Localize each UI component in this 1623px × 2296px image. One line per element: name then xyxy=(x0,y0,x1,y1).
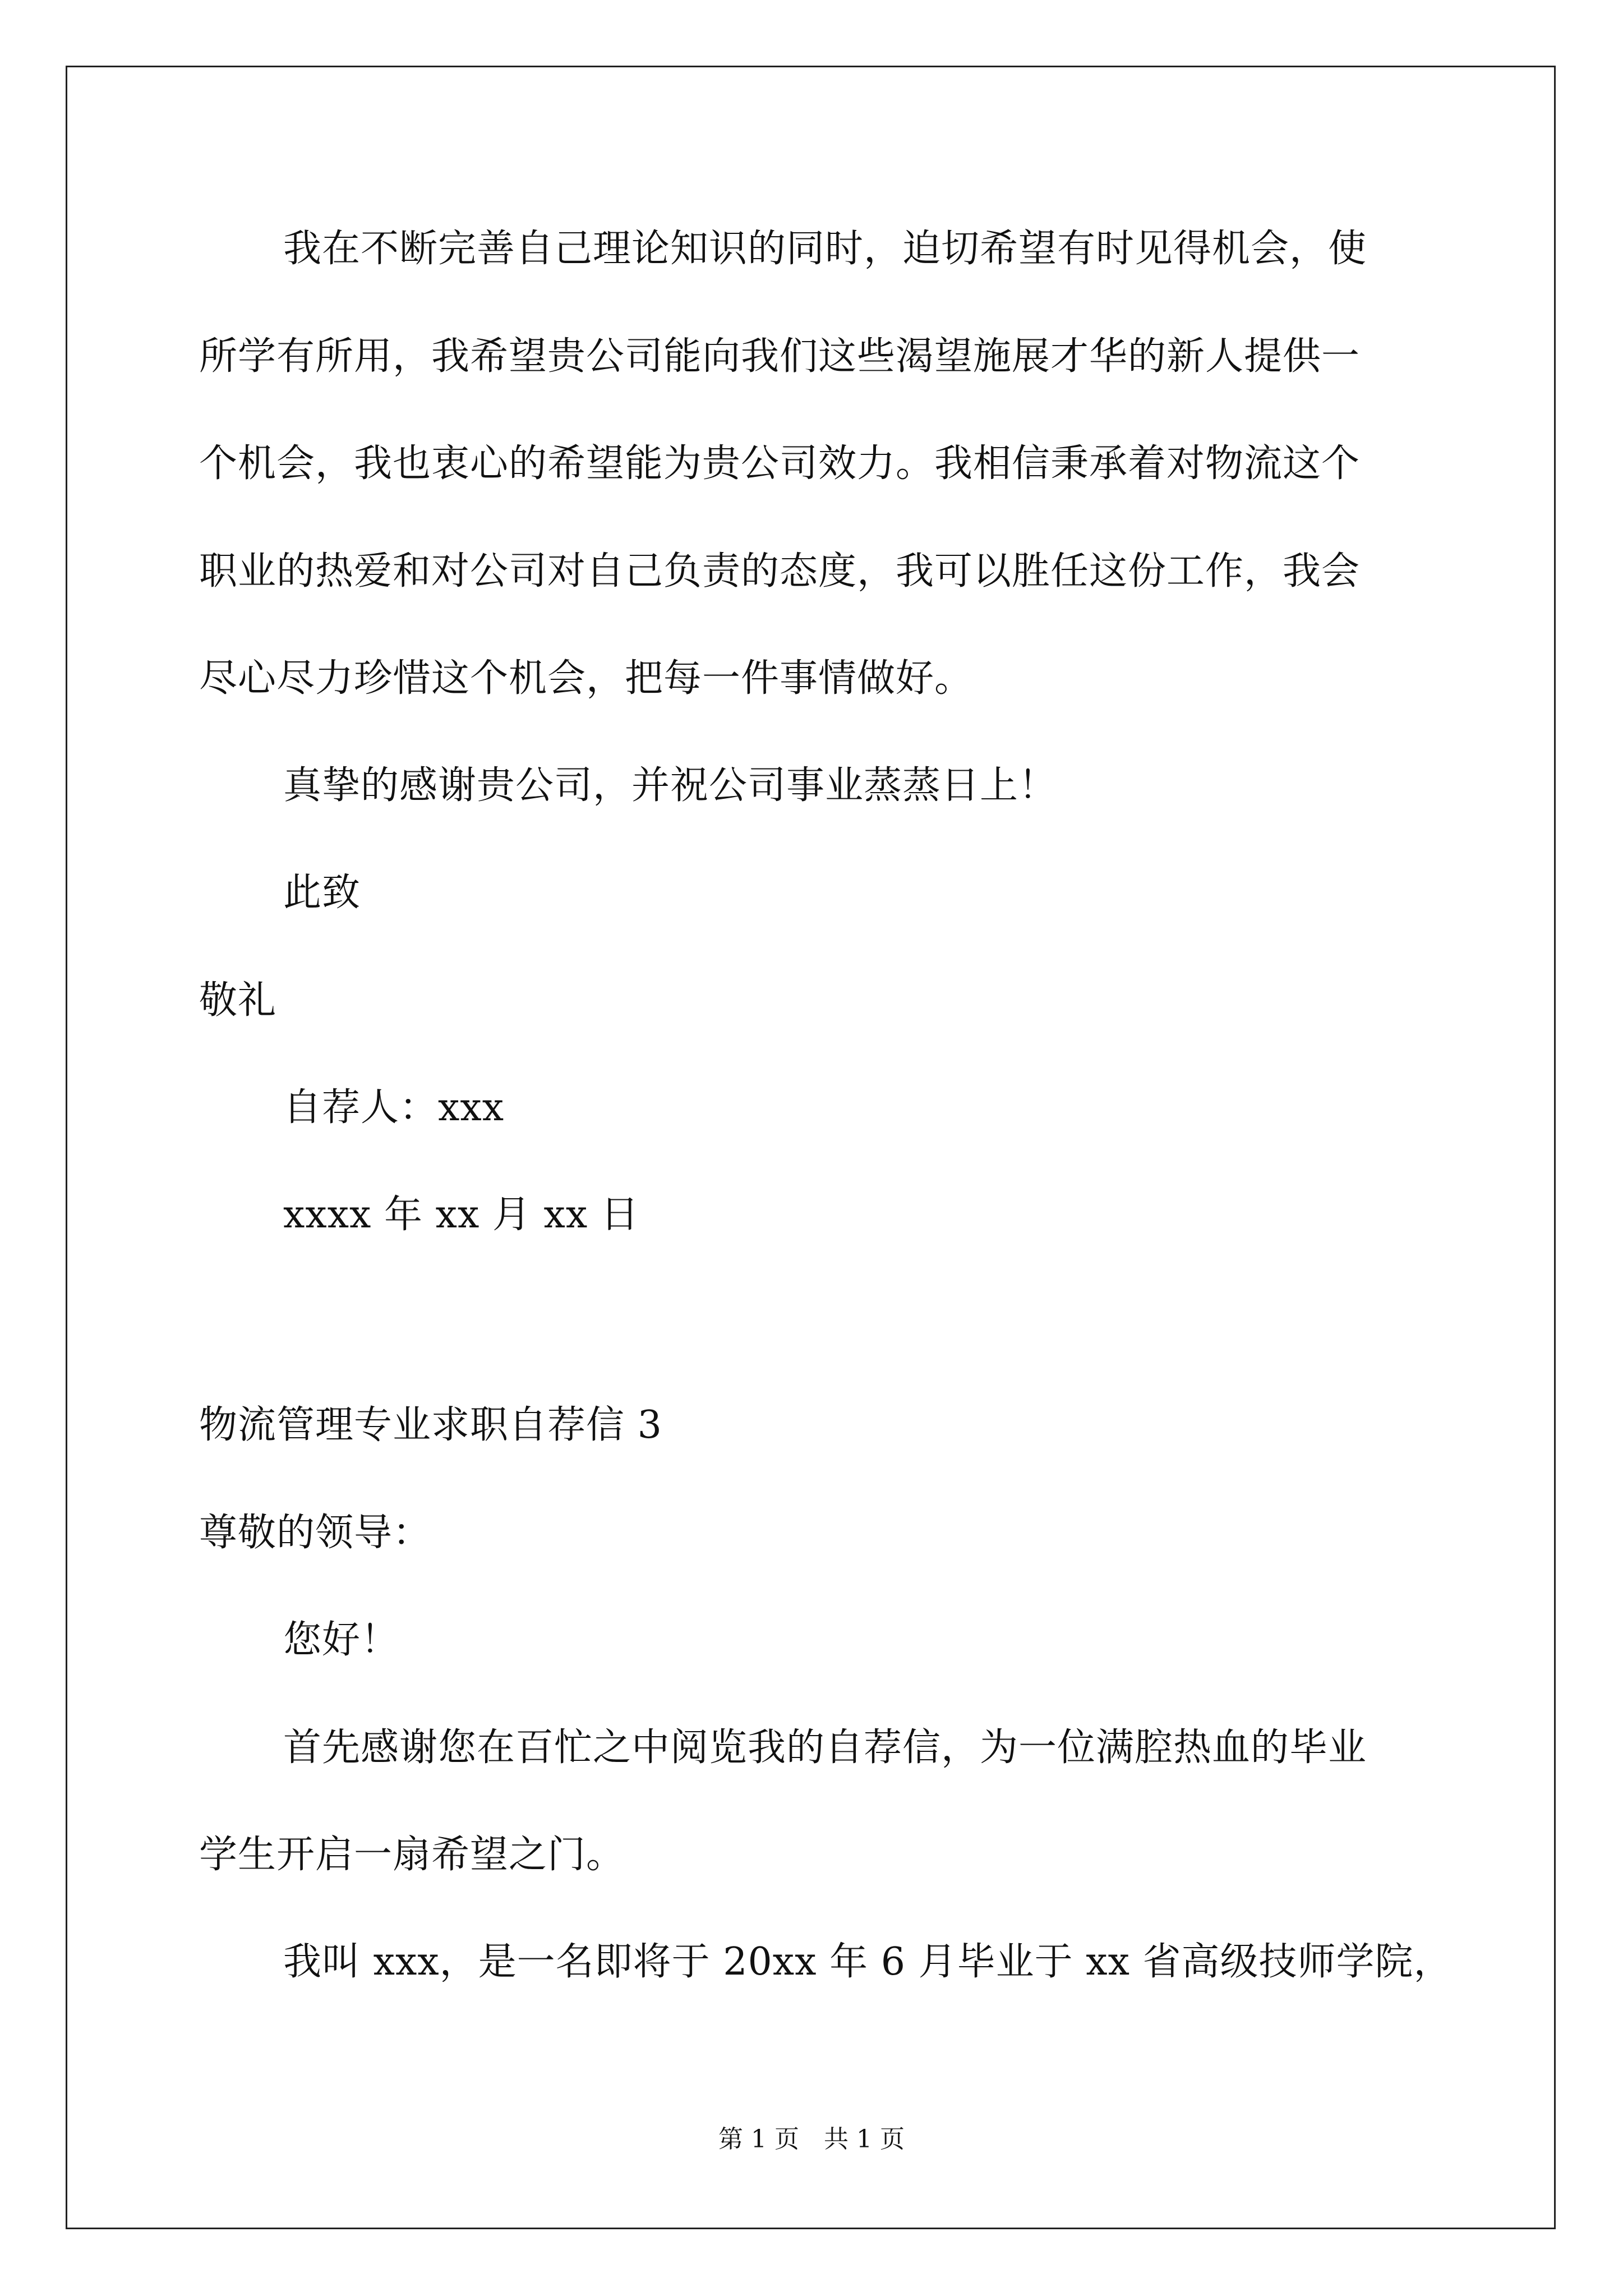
greeting-line: 尊敬的领导： xyxy=(199,1511,432,1555)
salutation-cizhi: 此致 xyxy=(283,871,361,915)
body-line-6: 首先感谢您在百忙之中阅览我的自荐信，为一位满腔热血的毕业 xyxy=(283,1726,1367,1770)
date-line: xxxx 年 xx 月 xx 日 xyxy=(283,1193,639,1237)
body-line-8: 我叫 xxx，是一名即将于 20xx 年 6 月毕业于 xx 省高级技师学院， xyxy=(283,1940,1453,1984)
hello-line: 您好！ xyxy=(283,1618,400,1662)
body-line-3: 个机会，我也衷心的希望能为贵公司效力。我相信秉承着对物流这个 xyxy=(199,441,1361,486)
section-title: 物流管理专业求职自荐信 3 xyxy=(199,1403,662,1447)
signature-line: 自荐人：xxx xyxy=(283,1085,505,1130)
body-line-2: 所学有所用，我希望贵公司能向我们这些渴望施展才华的新人提供一 xyxy=(199,334,1361,379)
salutation-jingli: 敬礼 xyxy=(199,978,277,1023)
body-line-7: 学生开启一扇希望之门。 xyxy=(199,1833,625,1877)
closing-wish: 真挚的感谢贵公司，并祝公司事业蒸蒸日上！ xyxy=(283,763,1058,808)
page-footer: 第 1 页 共 1 页 xyxy=(718,2125,905,2154)
body-line-4: 职业的热爱和对公司对自己负责的态度，我可以胜任这份工作，我会 xyxy=(199,549,1361,593)
page-border xyxy=(66,66,1556,2229)
body-line-1: 我在不断完善自己理论知识的同时，迫切希望有时见得机会，使 xyxy=(283,227,1367,271)
body-line-5: 尽心尽力珍惜这个机会，把每一件事情做好。 xyxy=(199,656,974,701)
